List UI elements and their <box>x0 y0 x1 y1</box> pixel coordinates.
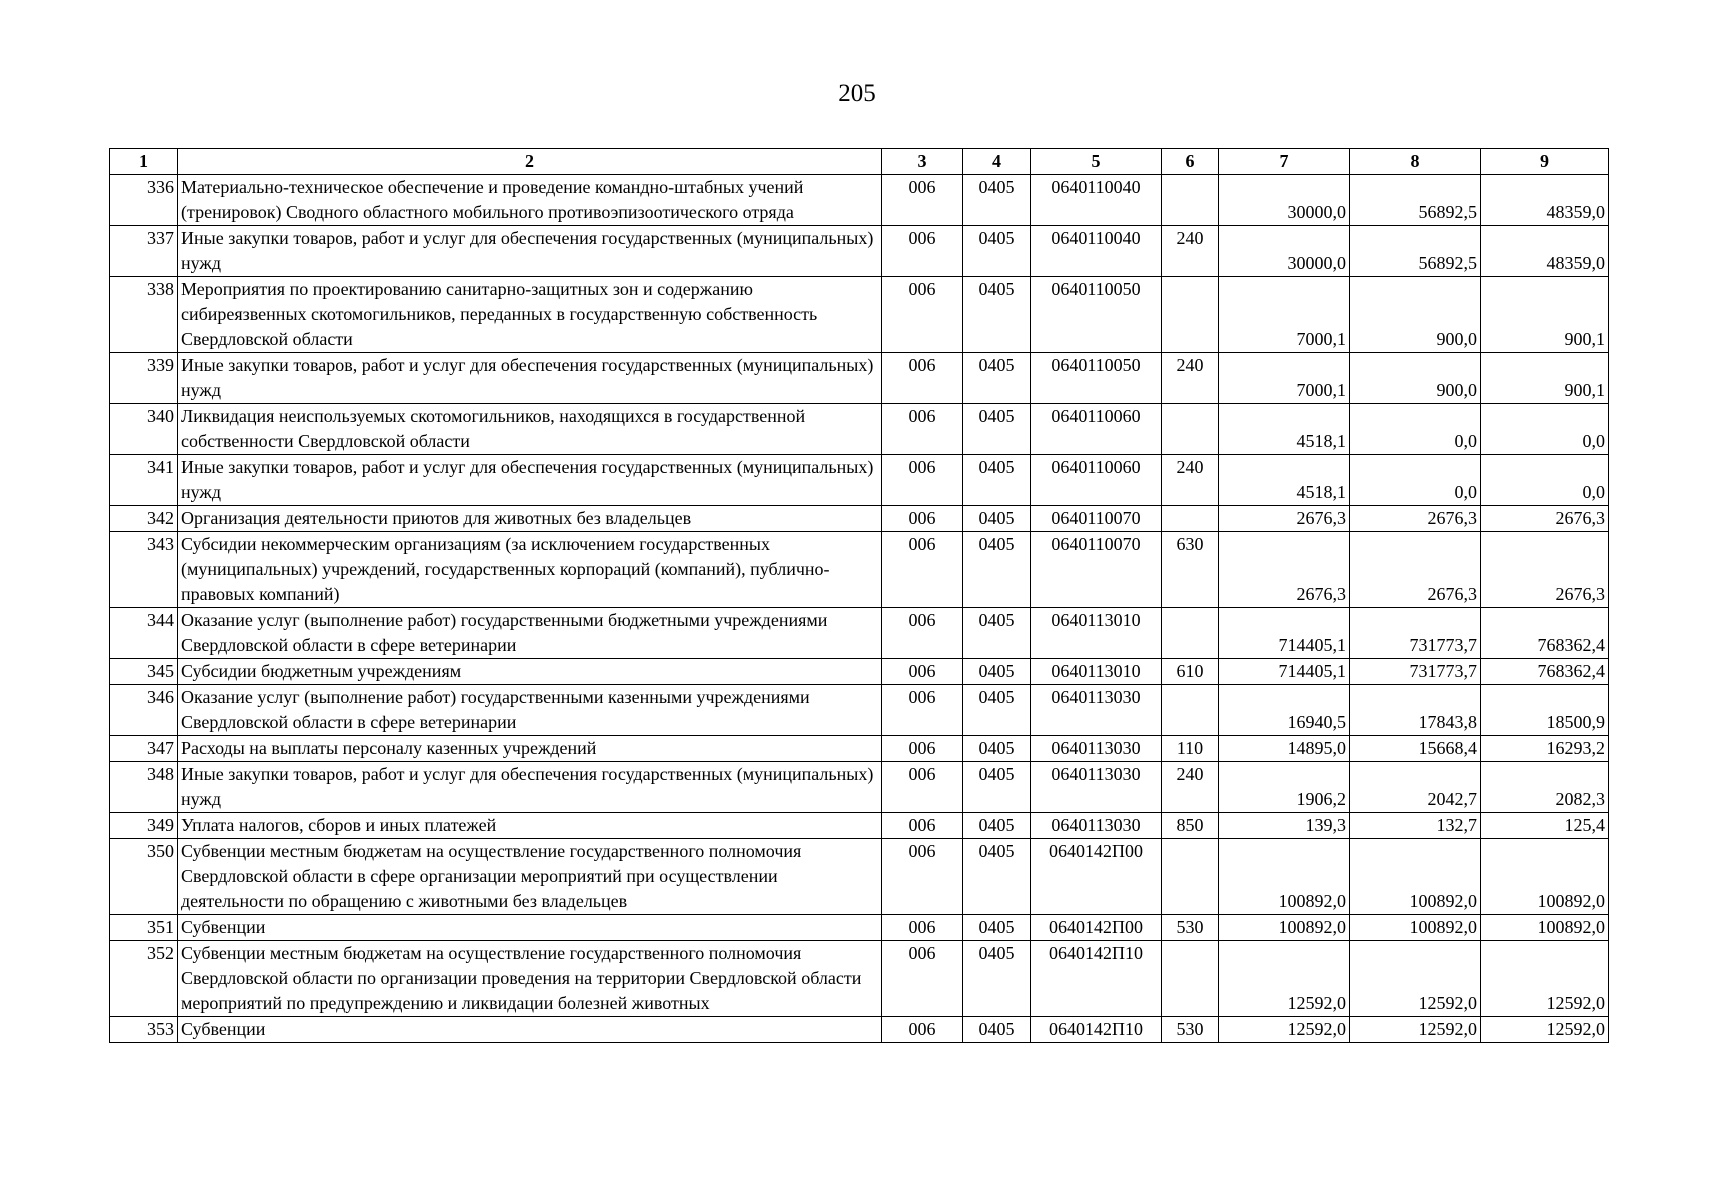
value-col-8: 132,7 <box>1350 813 1481 839</box>
code-col-5: 0640113030 <box>1031 813 1162 839</box>
value-col-8: 12592,0 <box>1350 941 1481 1017</box>
code-col-5: 0640113010 <box>1031 608 1162 659</box>
value-col-7: 4518,1 <box>1219 404 1350 455</box>
row-number: 350 <box>110 839 178 915</box>
table-row <box>110 839 1609 915</box>
column-header: 1 <box>110 149 178 175</box>
value-col-9: 2676,3 <box>1481 506 1609 532</box>
value-col-7: 139,3 <box>1219 813 1350 839</box>
value-col-8: 56892,5 <box>1350 175 1481 226</box>
item-name: Субсидии бюджетным учреждениям <box>178 659 882 685</box>
row-number: 352 <box>110 941 178 1017</box>
table-row <box>110 659 1609 685</box>
code-col-4: 0405 <box>963 532 1031 608</box>
code-col-4: 0405 <box>963 455 1031 506</box>
value-col-8: 2042,7 <box>1350 762 1481 813</box>
item-name: Иные закупки товаров, работ и услуг для обеспечения государственных (муниципальных) нужд <box>178 455 882 506</box>
code-col-6: 630 <box>1162 532 1219 608</box>
value-col-7: 14895,0 <box>1219 736 1350 762</box>
table-row <box>110 455 1609 506</box>
value-col-8: 2676,3 <box>1350 532 1481 608</box>
row-number: 342 <box>110 506 178 532</box>
code-col-3: 006 <box>882 839 963 915</box>
value-col-9: 768362,4 <box>1481 608 1609 659</box>
value-col-7: 7000,1 <box>1219 277 1350 353</box>
code-col-6: 850 <box>1162 813 1219 839</box>
code-col-5: 0640110050 <box>1031 277 1162 353</box>
value-col-7: 7000,1 <box>1219 353 1350 404</box>
value-col-8: 900,0 <box>1350 277 1481 353</box>
code-col-6 <box>1162 175 1219 226</box>
value-col-7: 100892,0 <box>1219 915 1350 941</box>
code-col-3: 006 <box>882 404 963 455</box>
value-col-8: 56892,5 <box>1350 226 1481 277</box>
code-col-3: 006 <box>882 941 963 1017</box>
value-col-9: 48359,0 <box>1481 175 1609 226</box>
value-col-7: 714405,1 <box>1219 659 1350 685</box>
value-col-7: 714405,1 <box>1219 608 1350 659</box>
table-row <box>110 915 1609 941</box>
value-col-8: 100892,0 <box>1350 915 1481 941</box>
value-col-9: 768362,4 <box>1481 659 1609 685</box>
code-col-4: 0405 <box>963 353 1031 404</box>
column-header: 6 <box>1162 149 1219 175</box>
item-name: Материально-техническое обеспечение и проведение командно-штабных учений (тренировок) Сводного областного мобильного противоэпизоотического отряда <box>178 175 882 226</box>
item-name: Иные закупки товаров, работ и услуг для обеспечения государственных (муниципальных) нужд <box>178 353 882 404</box>
row-number: 348 <box>110 762 178 813</box>
code-col-4: 0405 <box>963 608 1031 659</box>
item-name: Оказание услуг (выполнение работ) государственными бюджетными учреждениями Свердловской области в сфере ветеринарии <box>178 608 882 659</box>
code-col-5: 0640110060 <box>1031 455 1162 506</box>
value-col-9: 2676,3 <box>1481 532 1609 608</box>
code-col-3: 006 <box>882 277 963 353</box>
value-col-8: 15668,4 <box>1350 736 1481 762</box>
value-col-9: 100892,0 <box>1481 839 1609 915</box>
code-col-5: 0640110050 <box>1031 353 1162 404</box>
code-col-5: 0640110040 <box>1031 175 1162 226</box>
code-col-5: 0640110070 <box>1031 532 1162 608</box>
code-col-3: 006 <box>882 175 963 226</box>
table-row <box>110 226 1609 277</box>
page-number: 205 <box>838 80 876 107</box>
item-name: Субвенции местным бюджетам на осуществление государственного полномочия Свердловской области по организации проведения на территории Свердловской области мероприятий по предупреждению и ликвидации болезней животных <box>178 941 882 1017</box>
code-col-4: 0405 <box>963 915 1031 941</box>
code-col-4: 0405 <box>963 506 1031 532</box>
code-col-5: 0640113030 <box>1031 685 1162 736</box>
value-col-8: 0,0 <box>1350 455 1481 506</box>
value-col-8: 12592,0 <box>1350 1017 1481 1043</box>
row-number: 349 <box>110 813 178 839</box>
code-col-4: 0405 <box>963 762 1031 813</box>
column-header: 8 <box>1350 149 1481 175</box>
value-col-8: 900,0 <box>1350 353 1481 404</box>
value-col-8: 0,0 <box>1350 404 1481 455</box>
table-row <box>110 404 1609 455</box>
table-row <box>110 175 1609 226</box>
code-col-4: 0405 <box>963 1017 1031 1043</box>
item-name: Оказание услуг (выполнение работ) государственными казенными учреждениями Свердловской области в сфере ветеринарии <box>178 685 882 736</box>
code-col-6 <box>1162 608 1219 659</box>
column-header: 9 <box>1481 149 1609 175</box>
code-col-3: 006 <box>882 532 963 608</box>
code-col-4: 0405 <box>963 839 1031 915</box>
column-header: 2 <box>178 149 882 175</box>
value-col-7: 12592,0 <box>1219 941 1350 1017</box>
code-col-6: 610 <box>1162 659 1219 685</box>
budget-table <box>109 148 1609 1043</box>
code-col-5: 0640110070 <box>1031 506 1162 532</box>
value-col-7: 2676,3 <box>1219 506 1350 532</box>
item-name: Иные закупки товаров, работ и услуг для обеспечения государственных (муниципальных) нужд <box>178 226 882 277</box>
code-col-3: 006 <box>882 1017 963 1043</box>
column-header: 7 <box>1219 149 1350 175</box>
table-row <box>110 506 1609 532</box>
code-col-5: 0640142П10 <box>1031 941 1162 1017</box>
value-col-8: 17843,8 <box>1350 685 1481 736</box>
code-col-5: 0640142П00 <box>1031 839 1162 915</box>
code-col-6: 110 <box>1162 736 1219 762</box>
row-number: 347 <box>110 736 178 762</box>
row-number: 351 <box>110 915 178 941</box>
code-col-4: 0405 <box>963 736 1031 762</box>
table-row <box>110 813 1609 839</box>
row-number: 344 <box>110 608 178 659</box>
table-row <box>110 532 1609 608</box>
code-col-6 <box>1162 941 1219 1017</box>
item-name: Мероприятия по проектированию санитарно-защитных зон и содержанию сибиреязвенных скотомогильников, переданных в государственную собственность Свердловской области <box>178 277 882 353</box>
code-col-6: 240 <box>1162 353 1219 404</box>
code-col-4: 0405 <box>963 941 1031 1017</box>
code-col-4: 0405 <box>963 659 1031 685</box>
code-col-6 <box>1162 506 1219 532</box>
table-row <box>110 685 1609 736</box>
code-col-6 <box>1162 404 1219 455</box>
table-row <box>110 736 1609 762</box>
code-col-6 <box>1162 277 1219 353</box>
row-number: 337 <box>110 226 178 277</box>
code-col-3: 006 <box>882 762 963 813</box>
value-col-9: 2082,3 <box>1481 762 1609 813</box>
value-col-9: 900,1 <box>1481 277 1609 353</box>
row-number: 340 <box>110 404 178 455</box>
value-col-9: 100892,0 <box>1481 915 1609 941</box>
column-header: 4 <box>963 149 1031 175</box>
row-number: 339 <box>110 353 178 404</box>
table-row <box>110 608 1609 659</box>
code-col-3: 006 <box>882 608 963 659</box>
table-row <box>110 353 1609 404</box>
column-header: 5 <box>1031 149 1162 175</box>
code-col-4: 0405 <box>963 685 1031 736</box>
code-col-4: 0405 <box>963 813 1031 839</box>
value-col-9: 12592,0 <box>1481 1017 1609 1043</box>
item-name: Ликвидация неиспользуемых скотомогильников, находящихся в государственной собственности Свердловской области <box>178 404 882 455</box>
row-number: 341 <box>110 455 178 506</box>
table-row <box>110 277 1609 353</box>
code-col-6: 530 <box>1162 915 1219 941</box>
code-col-5: 0640113030 <box>1031 762 1162 813</box>
item-name: Субсидии некоммерческим организациям (за исключением государственных (муниципальных) учреждений, государственных корпораций (компаний), публично-правовых компаний) <box>178 532 882 608</box>
value-col-9: 900,1 <box>1481 353 1609 404</box>
item-name: Субвенции <box>178 1017 882 1043</box>
code-col-4: 0405 <box>963 226 1031 277</box>
item-name: Организация деятельности приютов для животных без владельцев <box>178 506 882 532</box>
column-header: 3 <box>882 149 963 175</box>
value-col-7: 1906,2 <box>1219 762 1350 813</box>
value-col-9: 12592,0 <box>1481 941 1609 1017</box>
code-col-4: 0405 <box>963 404 1031 455</box>
code-col-3: 006 <box>882 915 963 941</box>
table-row <box>110 762 1609 813</box>
code-col-5: 0640142П10 <box>1031 1017 1162 1043</box>
code-col-5: 0640113030 <box>1031 736 1162 762</box>
code-col-5: 0640110040 <box>1031 226 1162 277</box>
value-col-8: 731773,7 <box>1350 659 1481 685</box>
row-number: 343 <box>110 532 178 608</box>
value-col-7: 100892,0 <box>1219 839 1350 915</box>
value-col-8: 731773,7 <box>1350 608 1481 659</box>
item-name: Субвенции местным бюджетам на осуществление государственного полномочия Свердловской области в сфере организации мероприятий при осуществлении деятельности по обращению с животными без владельцев <box>178 839 882 915</box>
table-body <box>110 175 1609 1043</box>
row-number: 345 <box>110 659 178 685</box>
value-col-7: 16940,5 <box>1219 685 1350 736</box>
item-name: Иные закупки товаров, работ и услуг для обеспечения государственных (муниципальных) нужд <box>178 762 882 813</box>
header-row <box>110 149 1609 175</box>
value-col-9: 125,4 <box>1481 813 1609 839</box>
code-col-3: 006 <box>882 455 963 506</box>
code-col-3: 006 <box>882 506 963 532</box>
code-col-6: 530 <box>1162 1017 1219 1043</box>
code-col-3: 006 <box>882 736 963 762</box>
row-number: 346 <box>110 685 178 736</box>
code-col-6 <box>1162 839 1219 915</box>
value-col-7: 12592,0 <box>1219 1017 1350 1043</box>
code-col-4: 0405 <box>963 175 1031 226</box>
code-col-3: 006 <box>882 685 963 736</box>
code-col-6 <box>1162 685 1219 736</box>
code-col-5: 0640113010 <box>1031 659 1162 685</box>
value-col-7: 30000,0 <box>1219 175 1350 226</box>
value-col-9: 0,0 <box>1481 404 1609 455</box>
row-number: 353 <box>110 1017 178 1043</box>
code-col-3: 006 <box>882 226 963 277</box>
code-col-6: 240 <box>1162 226 1219 277</box>
code-col-5: 0640110060 <box>1031 404 1162 455</box>
code-col-6: 240 <box>1162 762 1219 813</box>
row-number: 338 <box>110 277 178 353</box>
code-col-5: 0640142П00 <box>1031 915 1162 941</box>
value-col-8: 100892,0 <box>1350 839 1481 915</box>
row-number: 336 <box>110 175 178 226</box>
value-col-9: 16293,2 <box>1481 736 1609 762</box>
value-col-9: 18500,9 <box>1481 685 1609 736</box>
value-col-7: 4518,1 <box>1219 455 1350 506</box>
value-col-9: 0,0 <box>1481 455 1609 506</box>
value-col-7: 30000,0 <box>1219 226 1350 277</box>
value-col-8: 2676,3 <box>1350 506 1481 532</box>
value-col-7: 2676,3 <box>1219 532 1350 608</box>
item-name: Расходы на выплаты персоналу казенных учреждений <box>178 736 882 762</box>
value-col-9: 48359,0 <box>1481 226 1609 277</box>
code-col-3: 006 <box>882 659 963 685</box>
code-col-4: 0405 <box>963 277 1031 353</box>
code-col-6: 240 <box>1162 455 1219 506</box>
item-name: Субвенции <box>178 915 882 941</box>
code-col-3: 006 <box>882 353 963 404</box>
code-col-3: 006 <box>882 813 963 839</box>
table-row <box>110 941 1609 1017</box>
table-row <box>110 1017 1609 1043</box>
item-name: Уплата налогов, сборов и иных платежей <box>178 813 882 839</box>
